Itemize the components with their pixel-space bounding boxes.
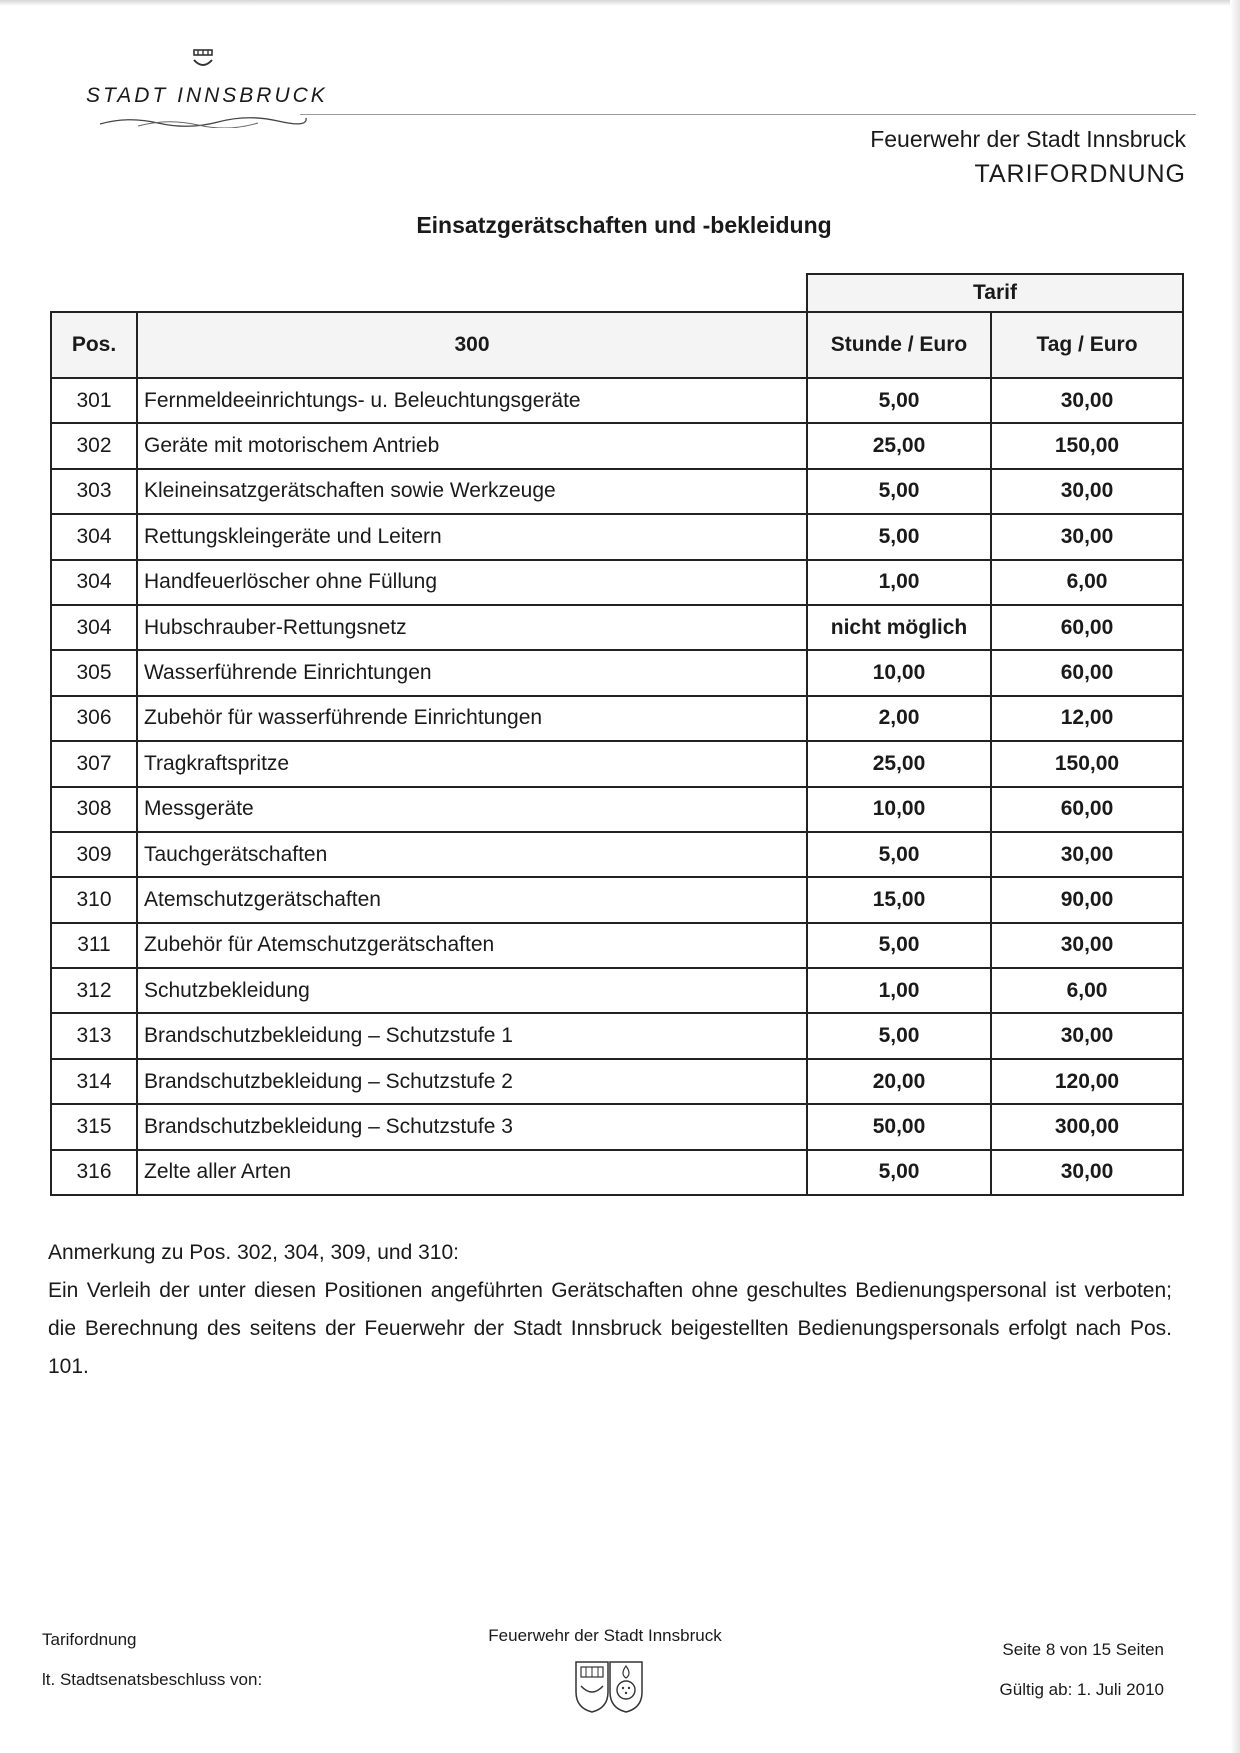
table-row — [51, 1013, 1183, 1058]
table-row — [51, 923, 1183, 968]
col-header-hour: Stunde / Euro — [807, 312, 991, 378]
cell-day-rate: 30,00 — [991, 378, 1183, 423]
cell-hour-rate: 5,00 — [807, 378, 991, 423]
cell-pos: 314 — [51, 1059, 137, 1104]
department-name: Feuerwehr der Stadt Innsbruck — [870, 126, 1186, 152]
table-row — [51, 1150, 1183, 1195]
cell-hour-rate: 10,00 — [807, 650, 991, 695]
cell-pos: 308 — [51, 787, 137, 832]
tariff-table — [50, 273, 1184, 1196]
note-section — [48, 1234, 1172, 1386]
cell-pos: 305 — [51, 650, 137, 695]
cell-day-rate: 30,00 — [991, 469, 1183, 514]
cell-pos: 313 — [51, 1013, 137, 1058]
cell-day-rate: 6,00 — [991, 560, 1183, 605]
cell-description: Brandschutzbekleidung – Schutzstufe 3 — [137, 1104, 807, 1149]
cell-hour-rate: 5,00 — [807, 1013, 991, 1058]
cell-hour-rate: 1,00 — [807, 968, 991, 1013]
footer-center: Feuerwehr der Stadt Innsbruck — [488, 1626, 722, 1645]
cell-pos: 304 — [51, 605, 137, 650]
table-row — [51, 423, 1183, 468]
note-heading: Anmerkung zu Pos. 302, 304, 309, und 310: — [48, 1241, 459, 1264]
cell-hour-rate: 5,00 — [807, 832, 991, 877]
cell-description: Hubschrauber-Rettungsnetz — [137, 605, 807, 650]
cell-description: Brandschutzbekleidung – Schutzstufe 1 — [137, 1013, 807, 1058]
cell-description: Geräte mit motorischem Antrieb — [137, 423, 807, 468]
cell-description: Wasserführende Einrichtungen — [137, 650, 807, 695]
scan-edge-right — [1230, 0, 1240, 1753]
tarif-group-header: Tarif — [807, 274, 1183, 312]
footer-resolution: lt. Stadtsenatsbeschluss von: — [42, 1670, 263, 1689]
cell-pos: 302 — [51, 423, 137, 468]
footer-right — [1000, 1630, 1164, 1710]
cell-day-rate: 60,00 — [991, 650, 1183, 695]
cell-hour-rate: 5,00 — [807, 514, 991, 559]
cell-pos: 304 — [51, 560, 137, 605]
table-header-row — [51, 312, 1183, 378]
cell-day-rate: 150,00 — [991, 741, 1183, 786]
cell-description: Rettungskleingeräte und Leitern — [137, 514, 807, 559]
cell-day-rate: 30,00 — [991, 1013, 1183, 1058]
city-crest-icon — [190, 48, 216, 72]
cell-description: Zubehör für Atemschutzgerätschaften — [137, 923, 807, 968]
note-body: Ein Verleih der unter diesen Positionen angeführten Gerätschaften ohne geschultes Bedienungspersonal ist verboten; die Berechnung des seitens der Feuerwehr der Stadt Innsbruck beigestellten Bedienungspersonals erfolgt nach Pos. 101. — [48, 1279, 1172, 1378]
cell-pos: 306 — [51, 696, 137, 741]
cell-description: Messgeräte — [137, 787, 807, 832]
table-row — [51, 469, 1183, 514]
cell-description: Brandschutzbekleidung – Schutzstufe 2 — [137, 1059, 807, 1104]
fire-brigade-emblem-icon — [572, 1658, 646, 1714]
table-row — [51, 696, 1183, 741]
logo-text: STADT INNSBRUCK — [86, 84, 328, 107]
cell-pos: 303 — [51, 469, 137, 514]
cell-pos: 310 — [51, 877, 137, 922]
cell-day-rate: 90,00 — [991, 877, 1183, 922]
page-title: Einsatzgerätschaften und -bekleidung — [416, 212, 832, 238]
cell-hour-rate: 15,00 — [807, 877, 991, 922]
cell-description: Tragkraftspritze — [137, 741, 807, 786]
scan-edge-top — [0, 0, 1240, 6]
col-header-category: 300 — [137, 312, 807, 378]
table-row — [51, 605, 1183, 650]
cell-description: Tauchgerätschaften — [137, 832, 807, 877]
cell-pos: 311 — [51, 923, 137, 968]
cell-description: Zubehör für wasserführende Einrichtungen — [137, 696, 807, 741]
cell-day-rate: 30,00 — [991, 923, 1183, 968]
cell-day-rate: 30,00 — [991, 514, 1183, 559]
cell-pos: 309 — [51, 832, 137, 877]
cell-day-rate: 60,00 — [991, 605, 1183, 650]
page-number: Seite 8 von 15 Seiten — [1002, 1640, 1164, 1659]
cell-day-rate: 30,00 — [991, 832, 1183, 877]
cell-pos: 312 — [51, 968, 137, 1013]
cell-day-rate: 60,00 — [991, 787, 1183, 832]
table-row — [51, 832, 1183, 877]
cell-day-rate: 300,00 — [991, 1104, 1183, 1149]
cell-description: Schutzbekleidung — [137, 968, 807, 1013]
table-row — [51, 650, 1183, 695]
table-row — [51, 877, 1183, 922]
cell-description: Handfeuerlöscher ohne Füllung — [137, 560, 807, 605]
document-type: TARIFORDNUNG — [974, 160, 1186, 188]
cell-description: Fernmeldeeinrichtungs- u. Beleuchtungsgeräte — [137, 378, 807, 423]
header-rule — [300, 114, 1196, 115]
cell-day-rate: 12,00 — [991, 696, 1183, 741]
cell-hour-rate: 50,00 — [807, 1104, 991, 1149]
cell-description: Zelte aller Arten — [137, 1150, 807, 1195]
cell-hour-rate: 5,00 — [807, 469, 991, 514]
table-row — [51, 1104, 1183, 1149]
city-logo — [78, 48, 348, 128]
cell-hour-rate: nicht möglich — [807, 605, 991, 650]
cell-day-rate: 150,00 — [991, 423, 1183, 468]
table-row — [51, 560, 1183, 605]
cell-hour-rate: 2,00 — [807, 696, 991, 741]
cell-hour-rate: 20,00 — [807, 1059, 991, 1104]
cell-description: Kleineinsatzgerätschaften sowie Werkzeuge — [137, 469, 807, 514]
cell-day-rate: 120,00 — [991, 1059, 1183, 1104]
table-row — [51, 1059, 1183, 1104]
cell-pos: 304 — [51, 514, 137, 559]
cell-pos: 301 — [51, 378, 137, 423]
cell-pos: 315 — [51, 1104, 137, 1149]
cell-hour-rate: 25,00 — [807, 741, 991, 786]
table-row — [51, 741, 1183, 786]
footer-doc-name: Tarifordnung — [42, 1630, 137, 1649]
header-spacer — [51, 274, 807, 312]
col-header-day: Tag / Euro — [991, 312, 1183, 378]
cell-hour-rate: 10,00 — [807, 787, 991, 832]
cell-hour-rate: 5,00 — [807, 1150, 991, 1195]
valid-from: Gültig ab: 1. Juli 2010 — [999, 1680, 1164, 1699]
table-row — [51, 787, 1183, 832]
cell-day-rate: 6,00 — [991, 968, 1183, 1013]
table-body — [51, 378, 1183, 1195]
table-row — [51, 378, 1183, 423]
cell-description: Atemschutzgerätschaften — [137, 877, 807, 922]
cell-pos: 307 — [51, 741, 137, 786]
cell-hour-rate: 25,00 — [807, 423, 991, 468]
cell-day-rate: 30,00 — [991, 1150, 1183, 1195]
col-header-pos: Pos. — [51, 312, 137, 378]
cell-hour-rate: 5,00 — [807, 923, 991, 968]
cell-pos: 316 — [51, 1150, 137, 1195]
table-group-header-row — [51, 274, 1183, 312]
table-row — [51, 968, 1183, 1013]
logo-swoosh-icon — [98, 114, 308, 128]
cell-hour-rate: 1,00 — [807, 560, 991, 605]
footer-left — [42, 1620, 262, 1700]
table-row — [51, 514, 1183, 559]
